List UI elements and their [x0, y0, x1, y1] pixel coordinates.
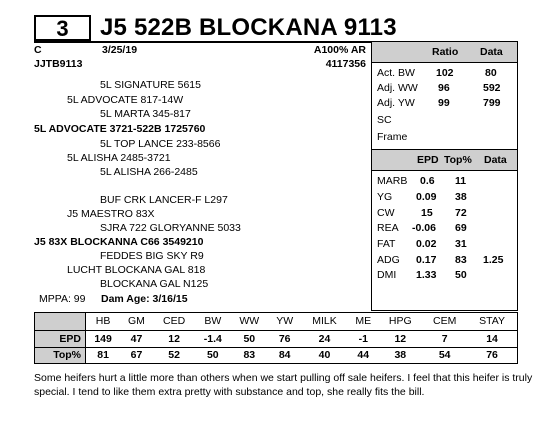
carcass-header: [372, 149, 517, 171]
epd-table: [34, 312, 518, 364]
registration-number: 4117356: [325, 58, 366, 70]
carcass-label: YG: [377, 191, 393, 203]
top-value: 84: [278, 349, 291, 362]
carcass-label: REA: [377, 222, 399, 234]
epd-col-header: HPG: [388, 315, 412, 328]
carcass-epd: 0.17: [416, 254, 437, 266]
dam-line: J5 83X BLOCKANNA C66 3549210: [34, 236, 204, 248]
top-row-label: Top%: [35, 347, 86, 363]
ratio-col-header: Ratio: [432, 46, 459, 58]
top-value: 50: [206, 349, 219, 362]
mppa: MPPA: 99: [39, 293, 86, 305]
carcass-top: 11: [455, 175, 467, 187]
carcass-epd: 1.33: [416, 269, 437, 281]
carcass-label: MARB: [377, 175, 408, 187]
ratio-row-label: Adj. WW: [377, 82, 418, 94]
lot-number: 3: [34, 15, 91, 41]
top-value: 38: [394, 349, 407, 362]
epd-col-header: MILK: [312, 315, 337, 328]
epd-value: 149: [94, 332, 112, 345]
ratio-value: 102: [436, 67, 454, 79]
epd-value: -1.4: [203, 332, 222, 345]
dam-age: Dam Age: 3/16/15: [101, 293, 188, 305]
type-code: C: [34, 44, 42, 56]
carcass-epd: 0.6: [420, 175, 435, 187]
carcass-top: 83: [455, 254, 467, 266]
carcass-top: 69: [455, 222, 467, 234]
carcass-top: 38: [455, 191, 467, 203]
carcass-epd: 0.09: [416, 191, 437, 203]
epd-row-label: EPD: [35, 330, 86, 347]
epd-col-header: ME: [355, 315, 372, 328]
pedigree-line: FEDDES BIG SKY R9: [100, 250, 204, 262]
carcass-epd: 15: [421, 207, 433, 219]
epd-col-header: WW: [239, 315, 260, 328]
top-value: 54: [438, 349, 451, 362]
ratio-header: [372, 42, 517, 63]
epd-table-corner: [35, 313, 86, 330]
epd-col-header: CEM: [432, 315, 457, 328]
performance-box: [371, 41, 518, 311]
epd-col-header: YW: [276, 315, 294, 328]
ratio-value: 99: [438, 97, 450, 109]
top-col-header: Top%: [444, 154, 472, 166]
pedigree-line: J5 MAESTRO 83X: [67, 208, 155, 220]
top-value: 40: [318, 349, 331, 362]
ratio-row-label: Frame: [377, 131, 408, 143]
data-col-header: Data: [480, 46, 503, 58]
birth-date: 3/25/19: [102, 44, 138, 56]
carcass-data: 1.25: [483, 254, 504, 266]
carcass-label: CW: [377, 207, 395, 219]
tag-id: JJTB9113: [34, 58, 83, 70]
epd-col-header: STAY: [479, 315, 505, 328]
pedigree-line: LUCHT BLOCKANA GAL 818: [67, 264, 206, 276]
pedigree-line: 5L SIGNATURE 5615: [100, 79, 201, 91]
carcass-epd: -0.06: [412, 222, 436, 234]
pedigree-line: BLOCKANA GAL N125: [100, 278, 209, 290]
epd-value: 76: [278, 332, 291, 345]
carcass-label: DMI: [377, 269, 397, 281]
ratio-row-label: Act. BW: [377, 67, 415, 79]
ratio-data: 592: [483, 82, 501, 94]
carcass-epd: 0.02: [416, 238, 437, 250]
epd-value: 12: [394, 332, 407, 345]
top-value: 44: [357, 349, 370, 362]
epd-col-header: HB: [95, 315, 111, 328]
carcass-label: ADG: [377, 254, 400, 266]
animal-title: J5 522B BLOCKANA 9113: [100, 14, 397, 41]
lot-comment: Some heifers hurt a little more than others when we start pulling off sale heifers. I feel that this heifer is truly special. I tend to like them extra pretty with substance and top, she really fits the bill.: [34, 372, 533, 398]
epd-col-header: GM: [128, 315, 145, 328]
top-value: 83: [243, 349, 256, 362]
pedigree-line: BUF CRK LANCER-F L297: [100, 194, 228, 206]
epd-col-header: EPD: [417, 154, 439, 166]
epd-col-header: BW: [204, 315, 222, 328]
epd-value: 24: [318, 332, 331, 345]
pedigree-line: 5L TOP LANCE 233-8566: [100, 138, 221, 150]
pedigree-line: 5L ALISHA 266-2485: [100, 166, 198, 178]
pedigree-line: 5L ADVOCATE 817-14W: [67, 94, 184, 106]
pedigree-line: SJRA 722 GLORYANNE 5033: [100, 222, 241, 234]
epd-value: 47: [130, 332, 143, 345]
epd-value: 14: [486, 332, 498, 345]
ratio-data: 80: [485, 67, 497, 79]
epd-value: -1: [358, 332, 368, 345]
carcass-label: FAT: [377, 238, 396, 250]
top-value: 67: [130, 349, 143, 362]
ratio-row-label: Adj. YW: [377, 97, 415, 109]
top-value: 52: [168, 349, 180, 362]
ratio-row-label: SC: [377, 114, 392, 126]
epd-value: 7: [441, 332, 448, 345]
top-value: 81: [97, 349, 109, 362]
sire-line: 5L ADVOCATE 3721-522B 1725760: [34, 123, 206, 135]
breed-percent: A100% AR: [313, 44, 366, 56]
pedigree-line: 5L ALISHA 2485-3721: [67, 152, 171, 164]
data-col-header: Data: [484, 154, 507, 166]
ratio-data: 799: [483, 97, 501, 109]
top-value: 76: [486, 349, 498, 362]
carcass-top: 72: [455, 207, 467, 219]
ratio-value: 96: [438, 82, 450, 94]
carcass-top: 50: [455, 269, 467, 281]
pedigree-line: 5L MARTA 345-817: [100, 108, 191, 120]
epd-value: 50: [243, 332, 256, 345]
epd-value: 12: [168, 332, 180, 345]
epd-col-header: CED: [162, 315, 186, 328]
carcass-top: 31: [455, 238, 467, 250]
